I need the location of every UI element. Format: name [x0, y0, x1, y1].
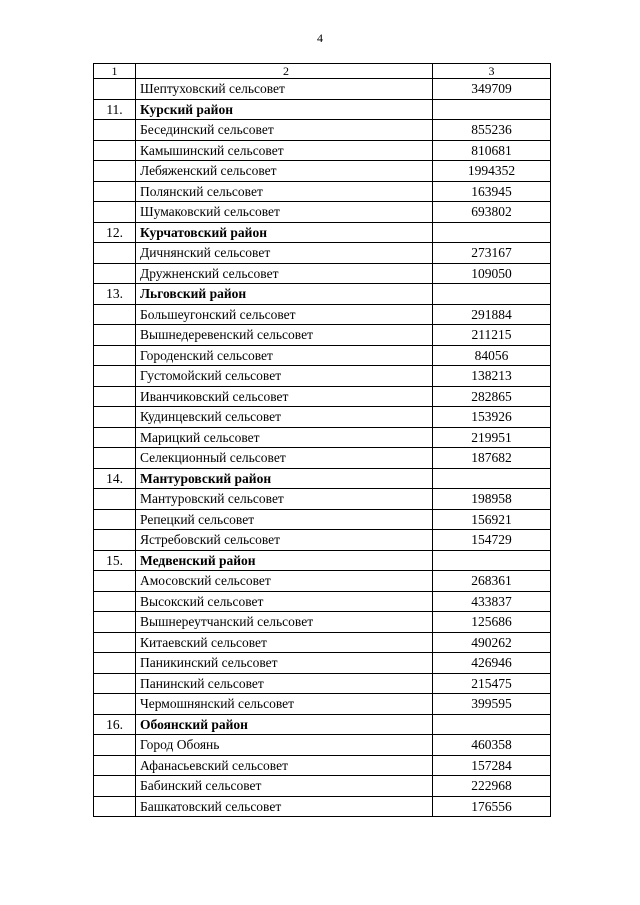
row-value: 273167 [433, 243, 551, 264]
row-value: 125686 [433, 612, 551, 633]
row-number [94, 161, 136, 182]
page-number: 4 [317, 31, 323, 45]
row-name: Мантуровский район [136, 468, 433, 489]
table-row [94, 243, 551, 264]
row-number [94, 509, 136, 530]
table-row [94, 263, 551, 284]
row-number [94, 755, 136, 776]
row-name: Вышнедеревенский сельсовет [136, 325, 433, 346]
row-value: 426946 [433, 653, 551, 674]
row-value [433, 99, 551, 120]
row-number [94, 202, 136, 223]
row-name: Курский район [136, 99, 433, 120]
row-number [94, 735, 136, 756]
row-number [94, 79, 136, 100]
table-row [94, 120, 551, 141]
table-row [94, 694, 551, 715]
table-row [94, 489, 551, 510]
row-value: 215475 [433, 673, 551, 694]
row-value: 1994352 [433, 161, 551, 182]
row-name: Репецкий сельсовет [136, 509, 433, 530]
row-name: Китаевский сельсовет [136, 632, 433, 653]
row-number: 16. [94, 714, 136, 735]
row-number [94, 366, 136, 387]
table-row [94, 448, 551, 469]
row-name: Бесединский сельсовет [136, 120, 433, 141]
row-name: Ястребовский сельсовет [136, 530, 433, 551]
row-name: Высокский сельсовет [136, 591, 433, 612]
row-value [433, 284, 551, 305]
table-row [94, 530, 551, 551]
row-name: Кудинцевский сельсовет [136, 407, 433, 428]
row-name: Густомойский сельсовет [136, 366, 433, 387]
row-name: Афанасьевский сельсовет [136, 755, 433, 776]
row-name: Городенский сельсовет [136, 345, 433, 366]
row-number [94, 653, 136, 674]
row-value: 153926 [433, 407, 551, 428]
row-name: Полянский сельсовет [136, 181, 433, 202]
row-number [94, 386, 136, 407]
row-value [433, 468, 551, 489]
row-name: Селекционный сельсовет [136, 448, 433, 469]
table-row [94, 202, 551, 223]
row-value: 187682 [433, 448, 551, 469]
row-value: 268361 [433, 571, 551, 592]
row-value [433, 550, 551, 571]
header-col-2: 2 [136, 64, 433, 79]
table-row [94, 796, 551, 817]
district-row [94, 222, 551, 243]
table-row [94, 366, 551, 387]
table-row [94, 304, 551, 325]
row-value: 198958 [433, 489, 551, 510]
row-name: Шептуховский сельсовет [136, 79, 433, 100]
table-row [94, 571, 551, 592]
row-number [94, 776, 136, 797]
row-value: 176556 [433, 796, 551, 817]
table-row [94, 755, 551, 776]
row-value: 349709 [433, 79, 551, 100]
row-value: 693802 [433, 202, 551, 223]
row-number [94, 694, 136, 715]
table-row [94, 776, 551, 797]
row-number [94, 530, 136, 551]
row-name: Льговский район [136, 284, 433, 305]
row-name: Иванчиковский сельсовет [136, 386, 433, 407]
table-row [94, 386, 551, 407]
table-row [94, 181, 551, 202]
district-row [94, 468, 551, 489]
row-value: 138213 [433, 366, 551, 387]
header-col-1: 1 [94, 64, 136, 79]
row-value: 84056 [433, 345, 551, 366]
row-number [94, 243, 136, 264]
table-row [94, 632, 551, 653]
row-value: 163945 [433, 181, 551, 202]
row-name: Большеугонский сельсовет [136, 304, 433, 325]
table-row [94, 407, 551, 428]
row-number: 13. [94, 284, 136, 305]
row-value [433, 222, 551, 243]
row-number [94, 345, 136, 366]
table-row [94, 79, 551, 100]
row-number [94, 796, 136, 817]
row-number: 14. [94, 468, 136, 489]
row-number [94, 304, 136, 325]
row-value: 157284 [433, 755, 551, 776]
table-header-row [94, 64, 551, 79]
table-row [94, 673, 551, 694]
row-name: Башкатовский сельсовет [136, 796, 433, 817]
district-row [94, 284, 551, 305]
district-row [94, 550, 551, 571]
row-number [94, 612, 136, 633]
row-name: Паникинский сельсовет [136, 653, 433, 674]
row-number [94, 427, 136, 448]
row-number [94, 181, 136, 202]
row-name: Камышинский сельсовет [136, 140, 433, 161]
row-value: 211215 [433, 325, 551, 346]
row-number [94, 448, 136, 469]
row-value: 855236 [433, 120, 551, 141]
district-row [94, 99, 551, 120]
data-table [93, 63, 551, 817]
row-value: 154729 [433, 530, 551, 551]
row-name: Чермошнянский сельсовет [136, 694, 433, 715]
table-row [94, 653, 551, 674]
row-value: 810681 [433, 140, 551, 161]
row-value: 222968 [433, 776, 551, 797]
row-number [94, 489, 136, 510]
table-row [94, 735, 551, 756]
row-name: Мантуровский сельсовет [136, 489, 433, 510]
table-row [94, 509, 551, 530]
row-name: Марицкий сельсовет [136, 427, 433, 448]
row-number [94, 632, 136, 653]
row-value: 219951 [433, 427, 551, 448]
row-number [94, 571, 136, 592]
header-col-3: 3 [433, 64, 551, 79]
row-number [94, 673, 136, 694]
row-number [94, 407, 136, 428]
row-value [433, 714, 551, 735]
table-row [94, 591, 551, 612]
row-number [94, 120, 136, 141]
table-row [94, 140, 551, 161]
row-value: 460358 [433, 735, 551, 756]
row-value: 291884 [433, 304, 551, 325]
table-row [94, 325, 551, 346]
row-name: Дичнянский сельсовет [136, 243, 433, 264]
table-row [94, 427, 551, 448]
row-name: Вышнереутчанский сельсовет [136, 612, 433, 633]
row-name: Амосовский сельсовет [136, 571, 433, 592]
row-number [94, 140, 136, 161]
row-value: 109050 [433, 263, 551, 284]
row-name: Обоянский район [136, 714, 433, 735]
row-value: 399595 [433, 694, 551, 715]
row-name: Лебяженский сельсовет [136, 161, 433, 182]
row-value: 282865 [433, 386, 551, 407]
row-name: Дружненский сельсовет [136, 263, 433, 284]
table-row [94, 345, 551, 366]
row-number [94, 325, 136, 346]
table-row [94, 161, 551, 182]
row-number: 15. [94, 550, 136, 571]
row-number: 12. [94, 222, 136, 243]
row-name: Панинский сельсовет [136, 673, 433, 694]
row-number [94, 263, 136, 284]
row-value: 156921 [433, 509, 551, 530]
row-name: Город Обоянь [136, 735, 433, 756]
row-value: 490262 [433, 632, 551, 653]
row-number [94, 591, 136, 612]
district-row [94, 714, 551, 735]
row-value: 433837 [433, 591, 551, 612]
row-name: Медвенский район [136, 550, 433, 571]
row-name: Курчатовский район [136, 222, 433, 243]
row-number: 11. [94, 99, 136, 120]
table-row [94, 612, 551, 633]
row-name: Шумаковский сельсовет [136, 202, 433, 223]
row-name: Бабинский сельсовет [136, 776, 433, 797]
